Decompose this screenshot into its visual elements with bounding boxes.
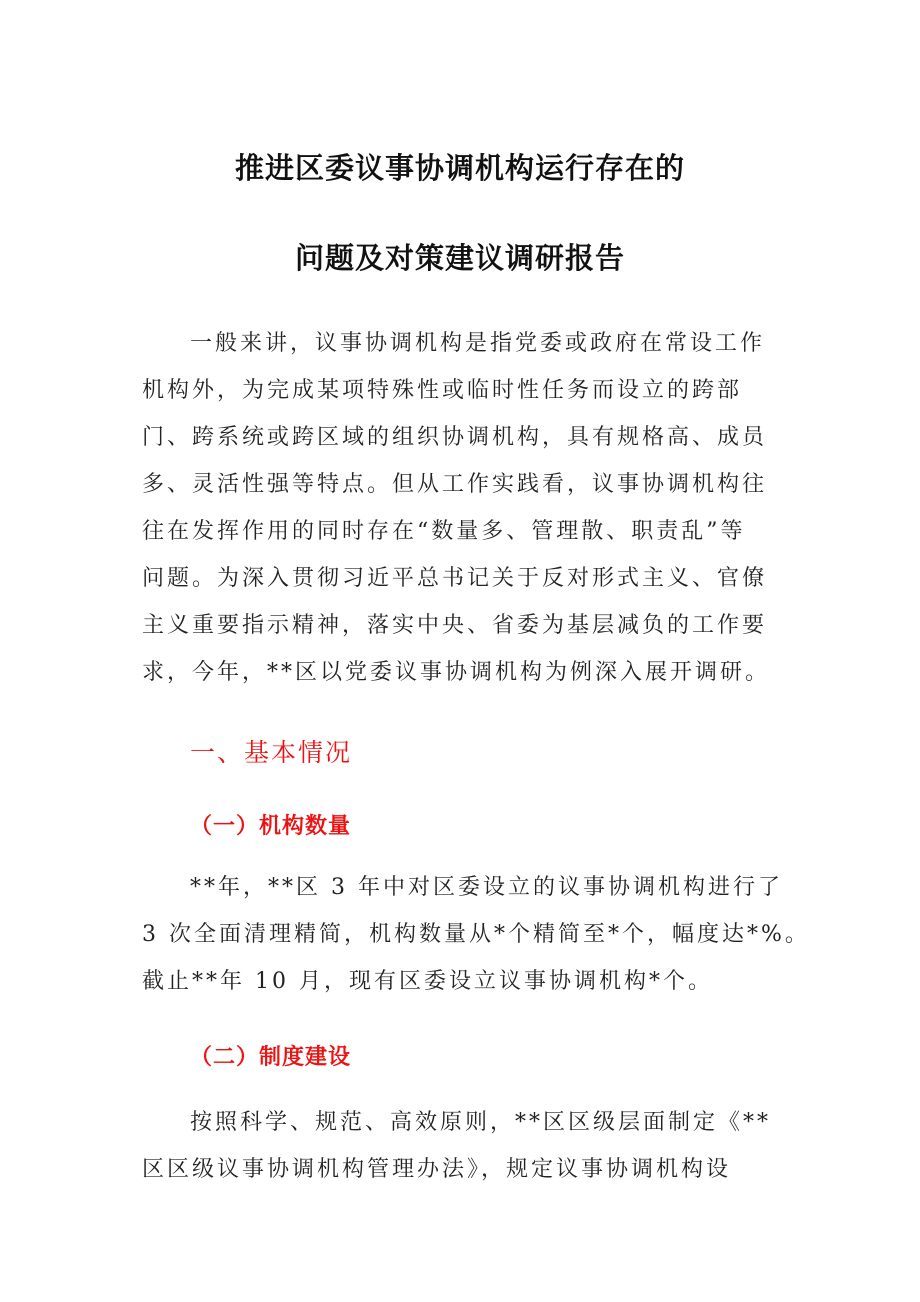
document-title-line-1: 推进区委议事协调机构运行存在的 xyxy=(234,151,685,185)
paragraph-line: 多、灵活性强等特点。但从工作实践看，议事协调机构往 xyxy=(142,472,768,497)
paragraph-line: **年，**区 3 年中对区委设立的议事协调机构进行了 xyxy=(190,875,783,900)
paragraph-line: 门、跨系统或跨区域的组织协调机构，具有规格高、成员 xyxy=(142,425,768,450)
document-title-line-2: 问题及对策建议调研报告 xyxy=(294,241,625,275)
paragraph-line: 主义重要指示精神，落实中央、省委为基层减负的工作要 xyxy=(142,613,768,638)
paragraph-line: 求，今年，**区以党委议事协调机构为例深入展开调研。 xyxy=(142,660,771,685)
paragraph-line: 区区级议事协调机构管理办法》，规定议事协调机构设 xyxy=(142,1157,732,1182)
section-heading-basic-situation: 一、基本情况 xyxy=(190,738,353,767)
subsection-heading-org-count: （一）机构数量 xyxy=(190,814,352,839)
paragraph-line: 问题。为深入贯彻习近平总书记关于反对形式主义、官僚 xyxy=(142,566,768,591)
paragraph-line: 一般来讲，议事协调机构是指党委或政府在常设工作 xyxy=(190,331,766,356)
paragraph-line: 截止**年 10 月，现有区委设立议事协调机构*个。 xyxy=(142,969,713,994)
paragraph-line: 机构外，为完成某项特殊性或临时性任务而设立的跨部 xyxy=(142,378,743,403)
subsection-heading-system-building: （二）制度建设 xyxy=(190,1045,352,1070)
paragraph-line: 往在发挥作用的同时存在“数量多、管理散、职责乱”等 xyxy=(142,519,746,544)
paragraph-line: 按照科学、规范、高效原则，**区区级层面制定《** xyxy=(190,1110,772,1135)
paragraph-line: 3 次全面清理精简，机构数量从*个精简至*个，幅度达*%。 xyxy=(142,922,810,947)
